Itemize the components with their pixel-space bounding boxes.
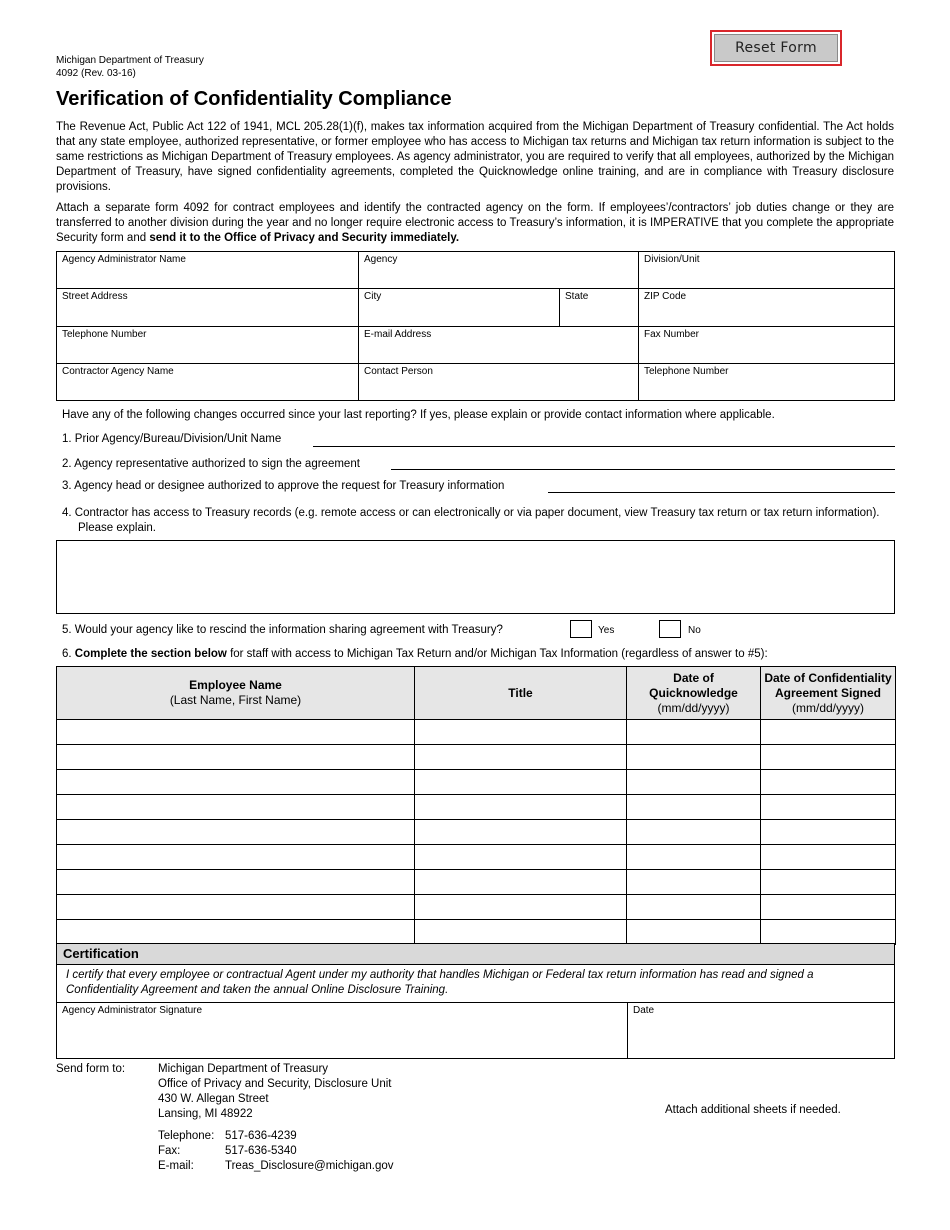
- table-row: [57, 920, 896, 945]
- certification-statement: I certify that every employee or contractual Agent under my authority that handles Michigan or Federal tax return information has read and signed a Confidentiality Agreement and taken the annual Online Disclosure Training.: [56, 965, 895, 1002]
- yes-label: Yes: [598, 625, 615, 636]
- quicknowledge-date-cell[interactable]: [627, 820, 761, 845]
- certification-heading: Certification: [56, 943, 895, 965]
- quicknowledge-date-cell[interactable]: [627, 870, 761, 895]
- agreement-date-cell[interactable]: [761, 820, 896, 845]
- agreement-date-cell[interactable]: [761, 720, 896, 745]
- table-row: [57, 845, 896, 870]
- fax-field[interactable]: Fax Number: [639, 327, 894, 364]
- quicknowledge-date-cell[interactable]: [627, 845, 761, 870]
- agency-field[interactable]: Agency: [359, 252, 639, 289]
- col-agreement-date: Date of Confidentiality Agreement Signed (mm/dd/yyyy): [761, 667, 896, 720]
- title-cell[interactable]: [415, 870, 627, 895]
- question-4: 4. Contractor has access to Treasury records (e.g. remote access or can electronically or via paper document, view Treasury tax return or tax return information). Please explain.: [62, 507, 880, 534]
- signature-field[interactable]: Agency Administrator Signature: [57, 1003, 628, 1058]
- department-name: Michigan Department of Treasury: [56, 55, 204, 66]
- yes-checkbox[interactable]: [570, 620, 592, 638]
- employee-name-cell[interactable]: [57, 920, 415, 945]
- table-row: [57, 745, 896, 770]
- agreement-date-cell[interactable]: [761, 845, 896, 870]
- question-1: 1. Prior Agency/Bureau/Division/Unit Name: [62, 433, 282, 445]
- table-row: [57, 820, 896, 845]
- title-cell[interactable]: [415, 720, 627, 745]
- city-field[interactable]: City: [359, 289, 560, 327]
- street-address-field[interactable]: Street Address: [57, 289, 359, 327]
- contact-values: [225, 1129, 393, 1174]
- agreement-date-cell[interactable]: [761, 795, 896, 820]
- email-link[interactable]: Treas_Disclosure@michigan.gov: [225, 1160, 394, 1172]
- reset-form-label: Reset Form: [714, 34, 838, 62]
- quicknowledge-date-cell[interactable]: [627, 920, 761, 945]
- staff-table: [56, 666, 896, 945]
- title-cell[interactable]: [415, 770, 627, 795]
- intro-emphasis: send it to the Office of Privacy and Security immediately.: [149, 232, 460, 244]
- col-quicknowledge-date: Date of Quicknowledge (mm/dd/yyyy): [627, 667, 761, 720]
- table-row: [57, 895, 896, 920]
- quicknowledge-date-cell[interactable]: [627, 720, 761, 745]
- staff-table-header: [57, 667, 896, 720]
- telephone-value: 517-636-4239: [225, 1130, 297, 1142]
- question-5: 5. Would your agency like to rescind the information sharing agreement with Treasury?: [62, 624, 503, 636]
- contractor-telephone-field[interactable]: Telephone Number: [644, 366, 729, 377]
- form-number: 4092 (Rev. 03-16): [56, 68, 136, 79]
- col-employee-name: Employee Name (Last Name, First Name): [57, 667, 415, 720]
- reset-form-button[interactable]: [710, 30, 842, 66]
- col-title: Title: [415, 667, 627, 720]
- zip-code-field[interactable]: ZIP Code: [639, 289, 894, 327]
- attach-note: Attach additional sheets if needed.: [665, 1104, 841, 1116]
- question-2-input[interactable]: [391, 469, 895, 470]
- agreement-date-cell[interactable]: [761, 770, 896, 795]
- title-cell[interactable]: [415, 745, 627, 770]
- title-cell[interactable]: [415, 920, 627, 945]
- page-title: Verification of Confidentiality Compliance: [56, 88, 452, 110]
- table-row: [57, 770, 896, 795]
- question-3-input[interactable]: [548, 492, 895, 493]
- employee-name-cell[interactable]: [57, 895, 415, 920]
- agreement-date-cell[interactable]: [761, 745, 896, 770]
- question-3: 3. Agency head or designee authorized to approve the request for Treasury information: [62, 480, 505, 492]
- form-header: [56, 54, 204, 80]
- employee-name-cell[interactable]: [57, 795, 415, 820]
- agreement-date-cell[interactable]: [761, 895, 896, 920]
- question-4-explanation-box[interactable]: [56, 540, 895, 614]
- intro-paragraph-1: The Revenue Act, Public Act 122 of 1941, MCL 205.28(1)(f), makes tax information acquired from the Michigan Department of Treasury confidential. The Act holds that any state employee, authorized representative, or former employee who has access to Michigan tax returns and Michigan tax return information is subject to the same restrictions as Michigan Department of Treasury employees. As agency administrator, you are required to verify that all employees, authorized by the Michigan Department of Treasury, have signed confidentiality agreements, completed the Quicknowledge online training, and are in compliance with Treasury disclosure provisions.: [56, 121, 894, 193]
- question-6: 6. Complete the section below for staff with access to Michigan Tax Return and/or Michigan Tax Information (regardless of answer to #5):: [62, 648, 768, 660]
- employee-name-cell[interactable]: [57, 720, 415, 745]
- contact-person-field[interactable]: Contact Person: [359, 364, 639, 400]
- state-field[interactable]: State: [560, 289, 639, 327]
- agreement-date-cell[interactable]: [761, 920, 896, 945]
- mailing-address: Michigan Department of Treasury Office of Privacy and Security, Disclosure Unit 430 W. Allegan Street Lansing, MI 48922: [158, 1063, 392, 1120]
- agency-info-grid: [56, 251, 895, 401]
- employee-name-cell[interactable]: [57, 820, 415, 845]
- title-cell[interactable]: [415, 820, 627, 845]
- employee-name-cell[interactable]: [57, 870, 415, 895]
- employee-name-cell[interactable]: [57, 770, 415, 795]
- intro-paragraph-2: Attach a separate form 4092 for contract employees and identify the contracted agency on the form. If employees’/contractors’ job duties change or they are transferred to another division during the year and no longer require electronic access to Treasury’s information, it is IMPERATIVE that you complete the appropriate Security form and send it to the Office of Privacy and Security immediately.: [56, 202, 894, 244]
- title-cell[interactable]: [415, 795, 627, 820]
- employee-name-cell[interactable]: [57, 845, 415, 870]
- quicknowledge-date-cell[interactable]: [627, 795, 761, 820]
- question-2: 2. Agency representative authorized to sign the agreement: [62, 458, 360, 470]
- email-field[interactable]: E-mail Address: [359, 327, 639, 364]
- contractor-agency-field[interactable]: Contractor Agency Name: [57, 364, 359, 400]
- fax-value: 517-636-5340: [225, 1145, 297, 1157]
- date-field[interactable]: Date: [633, 1005, 655, 1016]
- title-cell[interactable]: [415, 845, 627, 870]
- signature-section: [56, 1002, 895, 1059]
- contact-labels: Telephone: Fax: E-mail:: [158, 1130, 215, 1172]
- table-row: [57, 720, 896, 745]
- send-form-to-label: Send form to:: [56, 1063, 126, 1075]
- quicknowledge-date-cell[interactable]: [627, 770, 761, 795]
- title-cell[interactable]: [415, 895, 627, 920]
- changes-intro: Have any of the following changes occurred since your last reporting? If yes, please explain or provide contact information where applicable.: [62, 409, 775, 421]
- telephone-field[interactable]: Telephone Number: [57, 327, 359, 364]
- employee-name-cell[interactable]: [57, 745, 415, 770]
- table-row: [57, 795, 896, 820]
- quicknowledge-date-cell[interactable]: [627, 745, 761, 770]
- agreement-date-cell[interactable]: [761, 870, 896, 895]
- admin-name-field[interactable]: Agency Administrator Name: [57, 252, 359, 289]
- quicknowledge-date-cell[interactable]: [627, 895, 761, 920]
- division-field[interactable]: Division/Unit: [639, 252, 894, 289]
- table-row: [57, 870, 896, 895]
- no-checkbox[interactable]: [659, 620, 681, 638]
- question-1-input[interactable]: [313, 446, 895, 447]
- no-label: No: [688, 625, 701, 636]
